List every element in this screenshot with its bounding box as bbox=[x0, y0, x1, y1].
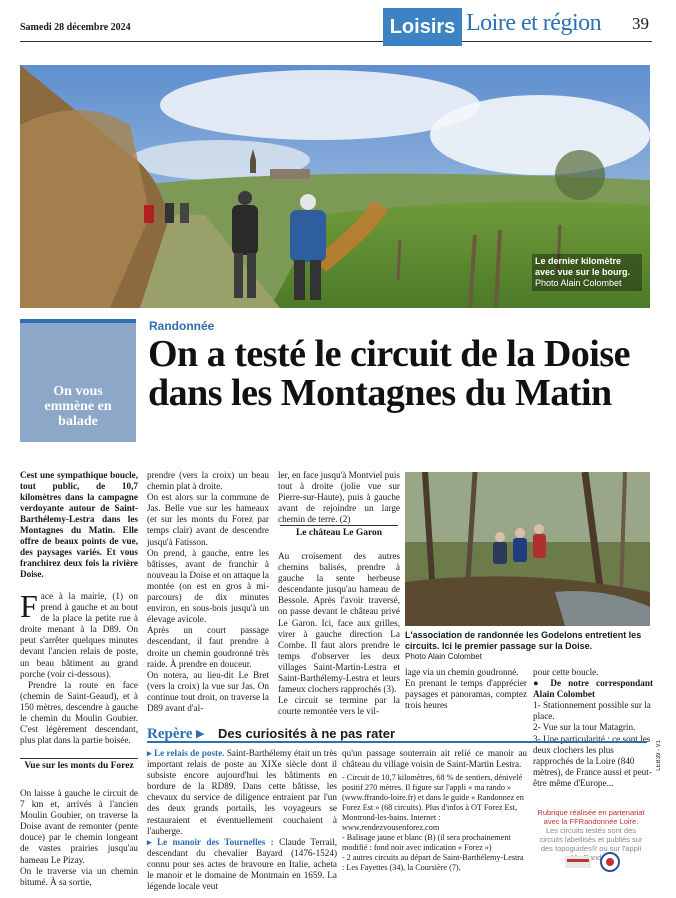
column-1b-text: On laisse à gauche le circuit de 7 km et, arrivés à l'ancien Moulin Goubier, on traverse la Doise avant de remonter (pente douce) par le chemin longeant de vastes prairies jusqu'au hameau Le Pizay. On le traverse via un chemin bitumé. À sa sortie, bbox=[20, 788, 138, 887]
column-3b-text: Au croisement des autres chemins balisés, prendre à gauche la sente herbeuse descendante jusqu'au hameau de Bessole. Après l'avoir traversé, on passe devant le château privé Le Garon. Ici, face aux grilles, virer à gauche direction La Combe. Il faut alors prendre le temps d'observer les deux villages Saint-Martin-Lestra et Saint-Barthélemy-Lestra et leurs fameux clochers rapprochés (3). Le circuit se termine par la courte remontée vers le vil- bbox=[278, 551, 400, 717]
section-badge: Loisirs bbox=[383, 8, 462, 46]
partner-logos bbox=[565, 852, 625, 872]
repere-label: Repère ▸ bbox=[147, 726, 204, 742]
manoir-heading: ▸ Le manoir des Tournelles : bbox=[147, 836, 274, 847]
header-rule bbox=[20, 41, 652, 42]
column-3-text: ler, en face jusqu'à Montviel puis tout à droite (jolie vue sur Pierre-sur-Haute), puis à gauche avant de rejoindre un large chemin de terre. (2) bbox=[278, 470, 400, 525]
correspondent: ● De notre correspondant Alain Colombet bbox=[533, 678, 653, 700]
column-1-text-2: Prendre la route en face (chemin de Saint-Geaud), et à 150 mètres, descendre à gauche le chemin du Moulin Goubier. C'est légèrement descendant, plus plat dans la partie boisée. bbox=[20, 679, 138, 746]
relais-heading: ▸ Le relais de poste. bbox=[147, 748, 225, 758]
circuit-info: - Circuit de 10,7 kilomètres, 68 % de sentiers, dénivelé positif 270 mètres. Il figure sur l'appli « ma rando » (www.ffrando-loire.fr) et dans le guide « Randonnez en Forez Est » (68 circuits). Plus d'infos à OT Forez Est, Montrond-les-bains. Internet : www.rendezvousenforez.com - Balisage jaune et blanc (B) (il sera prochainement modifié : fond noir avec indication « Forez ») - 2 autres circuits au départ de Saint-Barthélemy-Lestra : Les Fayettes (34), la Coursière (7). bbox=[342, 773, 524, 873]
section-title: Loire et région bbox=[466, 10, 602, 36]
repere-title: Des curiosités à ne pas rater bbox=[218, 726, 396, 741]
ffr-label-text: Les circuits testés sont des circuits labellisés et publiés sur des topoguides® ou sur l'appli Rando® bbox=[539, 826, 643, 862]
hikers-caption bbox=[405, 630, 653, 663]
column-2-text: prendre (vers la croix) un beau chemin plat à droite. On est alors sur la commune de Jas. Belle vue sur les hameaux (et sur les monts du Forez par temps clair) avant de descendre jusqu'à Fatisson. On prend, à gauche, entre les bâtisses, avant de franchir à nouveau la Doise et on attaque la montée (on est en gros à mi-parcours) de dix minutes environ, en sous-bois jusqu'à un élevage avicole. Après un court passage descendant, il faut prendre à droite un chemin goudronné très raide. À prendre en douceur. On notera, au lieu-dit Le Bret (vers la croix) la vue sur Jas. On continue tout droit, on traverse la D89 avant d'al- bbox=[147, 470, 269, 713]
feature-box-text: On vous emmène en balade bbox=[44, 384, 112, 429]
issue-date: Samedi 28 décembre 2024 bbox=[20, 22, 131, 33]
article-lead: Cest une sympathique boucle, tout public, de 10,7 kilomètres dans la campagne verdoyante autour de Saint-Barthélemy-Lestra dans les Montagnes du Matin. Elle offre de beaux points de vue, des paysages variés. Et vous franchirez deux fois la rivière Doise. bbox=[20, 470, 138, 579]
relais-text: Saint-Barthélemy était un très important relais de poste au XIXe siècle dont il subsiste encore aujourd'hui les bâtiments en bordure de la RD89. Dans cette bâtisse, les chevaux du service de diligence entraient par l'un des deux grands portails, les voyageurs se restauraient et éventuellement couchaient à l'auberge. bbox=[147, 748, 337, 836]
manoir-text-cont: qu'un passage souterrain ait relié ce manoir au château du village voisin de Saint-Martin Lestra. bbox=[342, 748, 527, 770]
side-code: LEB39 - V1 bbox=[656, 740, 662, 771]
subheading-forez: Vue sur les monts du Forez bbox=[20, 758, 138, 772]
article-title: On a testé le circuit de la Doise dans les Montagnes du Matin bbox=[148, 333, 630, 414]
page-number: 39 bbox=[632, 14, 649, 33]
ffr-partner-text: Rubrique réalisée en partenariat avec la FFRandonnée Loire. bbox=[537, 808, 645, 826]
drop-cap: F bbox=[20, 588, 38, 624]
notes-list: 1- Stationnement possible sur la place. 2- Vue sur la tour Matagrin. 3- Une particularité : ce sont les deux clochers les plus rapprochés de la Loire (840 mètres), de France aussi et peut-être même d'Europe... bbox=[533, 700, 652, 788]
photo-credit: Photo Alain Colombet bbox=[535, 278, 622, 288]
photo-caption bbox=[532, 254, 642, 291]
hikers-caption-text: L'association de randonnée les Godelons entretient les circuits. Ici le premier passage sur la Doise. bbox=[405, 630, 642, 651]
repere-column-1 bbox=[147, 748, 337, 892]
hikers-credit: Photo Alain Colombet bbox=[405, 652, 482, 661]
repere-column-2 bbox=[342, 748, 527, 873]
column-1 bbox=[20, 588, 138, 746]
subheading-chateau: Le château Le Garon bbox=[280, 525, 398, 539]
column-5-text: pour cette boucle. bbox=[533, 667, 599, 677]
manoir-text: Claude Terrail, descendant du chevalier Bayard (1476-1524) connu pour ses actes de bravoure en Italie, acheta le manoir et le domaine de Montmain en 1659. La légende locale veut bbox=[147, 836, 337, 892]
photo-caption-text: Le dernier kilomètre avec vue sur le bourg. bbox=[535, 256, 631, 277]
column-1-text: ace à la mairie, (1) on prend à gauche et au bout de la place la petite rue à droite menant à la D89. On peut s'arrêter quelques minutes devant l'ancien relais de poste, un beau bâtiment au grand porche (voir ci-dessous). bbox=[20, 591, 138, 679]
article-kicker: Randonnée bbox=[149, 319, 215, 333]
column-4-text: lage via un chemin goudronné. En prenant le temps d'apprécier paysages et panoramas, comptez trois heures bbox=[405, 667, 527, 711]
hikers-photo bbox=[405, 472, 650, 626]
